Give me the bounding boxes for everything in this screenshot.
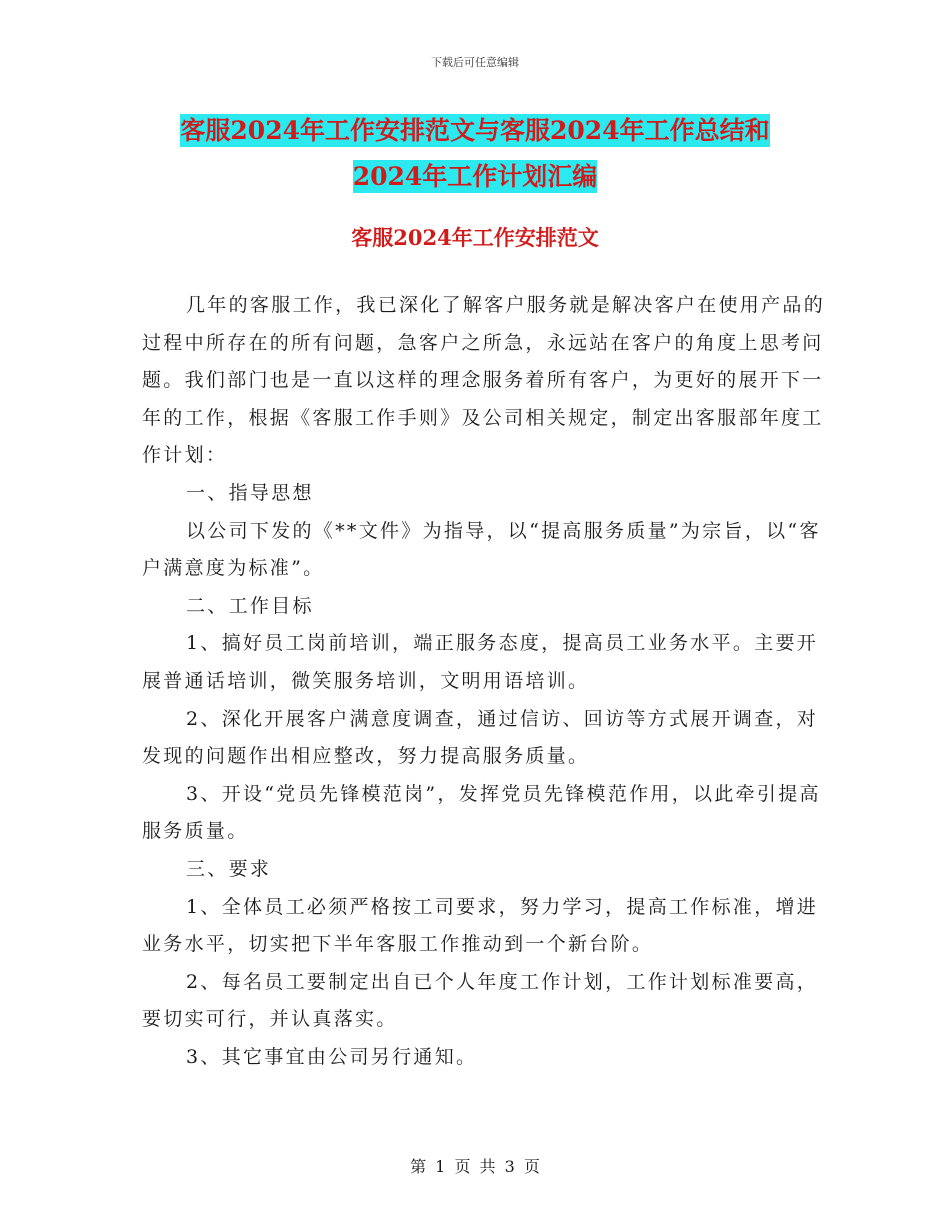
heading-work-goals: 二、工作目标 — [186, 594, 314, 617]
section-title: 客服2024年工作安排范文 — [351, 225, 599, 250]
page-footer: 第 1 页 共 3 页 — [410, 1157, 540, 1176]
paragraph-goal-1: 1、搞好员工岗前培训，端正服务态度，提高员工业务水平。主要开展普通话培训，微笑服务培训，文明用语培训。 — [142, 632, 819, 692]
document-title — [0, 108, 950, 200]
title-line-1: 客服2024年工作安排范文与客服2024年工作总结和 — [180, 116, 770, 145]
paragraph-guiding-ideology: 以公司下发的《**文件》为指导，以“提高服务质量”为宗旨，以“客户满意度为标准”。 — [142, 519, 821, 580]
title-line-2: 2024年工作计划汇编 — [352, 162, 598, 191]
paragraph-requirement-2: 2、每名员工要制定出自已个人年度工作计划，工作计划标准要高，要切实可行，并认真落实。 — [142, 970, 819, 1031]
header-note: 下载后可任意编辑 — [431, 56, 519, 69]
document-body — [142, 287, 832, 1076]
paragraph-requirement-3: 3、其它事宜由公司另行通知。 — [186, 1045, 478, 1068]
paragraph-goal-2: 2、深化开展客户满意度调查，通过信访、回访等方式展开调查，对发现的问题作出相应整改，努力提高服务质量。 — [142, 707, 819, 768]
paragraph-requirement-1: 1、全体员工必须严格按工司要求，努力学习，提高工作标准，增进业务水平，切实把下半年客服工作推动到一个新台阶。 — [142, 895, 819, 956]
heading-requirements: 三、要求 — [186, 857, 272, 880]
paragraph-intro: 几年的客服工作，我已深化了解客户服务就是解决客户在使用产品的过程中所存在的所有问题，急客户之所急，永远站在客户的角度上思考问题。我们部门也是一直以这样的理念服务着所有客户，为更好的展开下一年的工作，根据《客服工作手则》及公司相关规定，制定出客服部年度工作计划： — [142, 294, 826, 467]
heading-guiding-ideology: 一、指导思想 — [186, 481, 314, 504]
paragraph-goal-3: 3、开设“党员先锋模范岗”，发挥党员先锋模范作用，以此牵引提高服务质量。 — [142, 782, 821, 843]
